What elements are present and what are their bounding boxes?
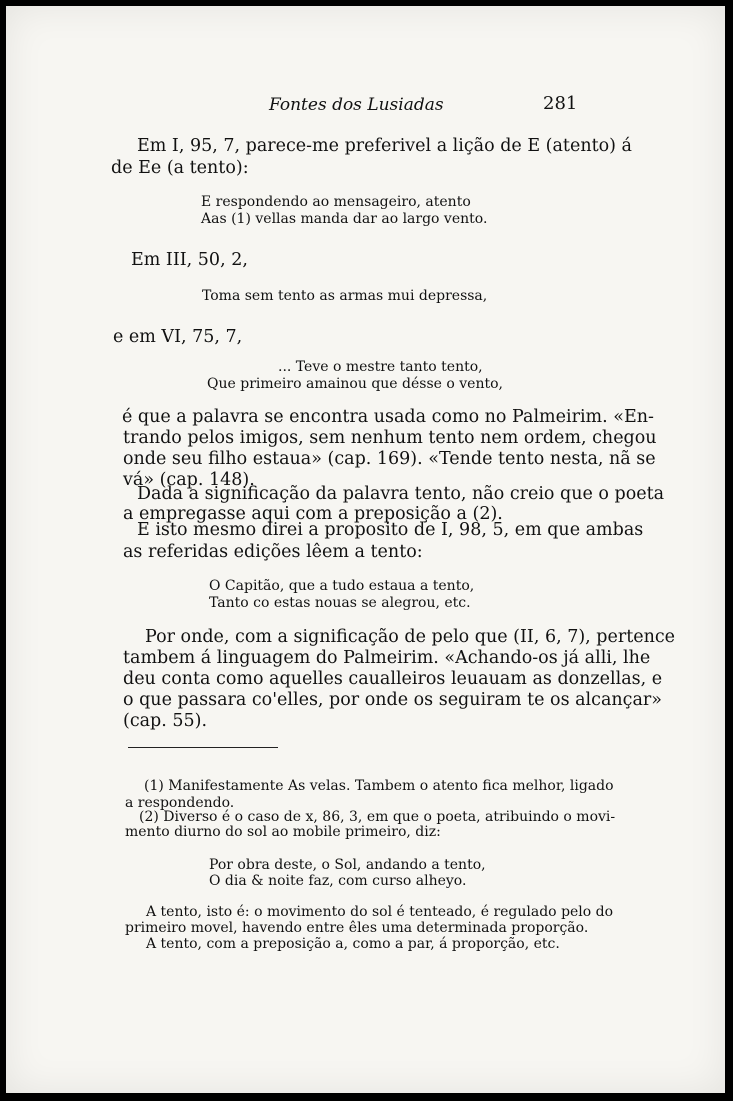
- paragraph-4-line-2: trando pelos imigos, sem nenhum tento nem ordem, chegou: [123, 428, 657, 448]
- running-header: Fontes dos Lusiadas: [269, 95, 444, 115]
- paragraph-1-line-1: Em I, 95, 7, parece-me preferivel a lição de E (atento) á: [137, 136, 632, 156]
- footnote-2-note-line-3: A tento, com a preposição a, como a par, á proporção, etc.: [146, 936, 560, 952]
- footnote-2-note-line-2: primeiro movel, havendo entre êles uma determinada proporção.: [125, 920, 589, 936]
- footnote-2-line-2: mento diurno do sol ao mobile primeiro, diz:: [125, 824, 441, 840]
- footnote-1-line-1: (1) Manifestamente As velas. Tambem o atento fica melhor, ligado: [144, 778, 614, 794]
- paragraph-7-line-1: Por onde, com a significação de pelo que (II, 6, 7), pertence: [145, 627, 676, 647]
- verse-1-line-2: Aas (1) vellas manda dar ao largo vento.: [201, 211, 488, 227]
- page-number: 281: [543, 93, 578, 114]
- paragraph-6-line-2: as referidas edições lêem a tento:: [123, 542, 423, 562]
- footnote-verse-line-2: O dia & noite faz, com curso alheyo.: [209, 873, 467, 889]
- verse-4-line-2: Tanto co estas nouas se alegrou, etc.: [209, 595, 471, 611]
- footnote-verse-line-1: Por obra deste, o Sol, andando a tento,: [209, 857, 486, 873]
- paragraph-5-line-2: a empregasse aqui com a preposição a (2).: [123, 504, 503, 524]
- paragraph-7-line-2: tambem á linguagem do Palmeirim. «Achando-os já alli, lhe: [123, 648, 651, 668]
- footnote-2-note-line-1: A tento, isto é: o movimento do sol é tenteado, é regulado pelo do: [146, 904, 614, 920]
- verse-3-line-2: Que primeiro amainou que désse o vento,: [207, 376, 503, 392]
- book-page: [6, 6, 725, 1093]
- paragraph-4-line-1: é que a palavra se encontra usada como no Palmeirim. «En-: [122, 407, 654, 427]
- paragraph-7-line-3: deu conta como aquelles caualleiros leuauam as donzellas, e: [123, 669, 663, 689]
- paragraph-4-line-3: onde seu filho estaua» (cap. 169). «Tende tento nesta, nã se: [123, 449, 656, 469]
- footnote-1-line-2: a respondendo.: [125, 795, 235, 811]
- footnote-divider: [128, 747, 278, 748]
- paragraph-5-line-1: Dada a significação da palavra tento, não creio que o poeta: [137, 484, 665, 504]
- paragraph-4-line-4: vá» (cap. 148).: [123, 470, 255, 490]
- paragraph-7-line-5: (cap. 55).: [123, 711, 208, 731]
- paragraph-7-line-4: o que passara co'elles, por onde os seguiram te os alcançar»: [123, 690, 662, 710]
- verse-1-line-1: E respondendo ao mensageiro, atento: [201, 194, 471, 210]
- paragraph-3: e em VI, 75, 7,: [113, 327, 243, 347]
- paragraph-6-line-1: E isto mesmo direi a proposito de I, 98, 5, em que ambas: [137, 520, 644, 540]
- paragraph-1-line-2: de Ee (a tento):: [111, 158, 249, 178]
- verse-2: Toma sem tento as armas mui depressa,: [202, 288, 488, 304]
- verse-4-line-1: O Capitão, que a tudo estaua a tento,: [209, 578, 475, 594]
- verse-3-line-1: ... Teve o mestre tanto tento,: [278, 359, 483, 375]
- footnote-2-line-1: (2) Diverso é o caso de x, 86, 3, em que o poeta, atribuindo o movi-: [139, 809, 616, 825]
- paragraph-2: Em III, 50, 2,: [131, 250, 248, 270]
